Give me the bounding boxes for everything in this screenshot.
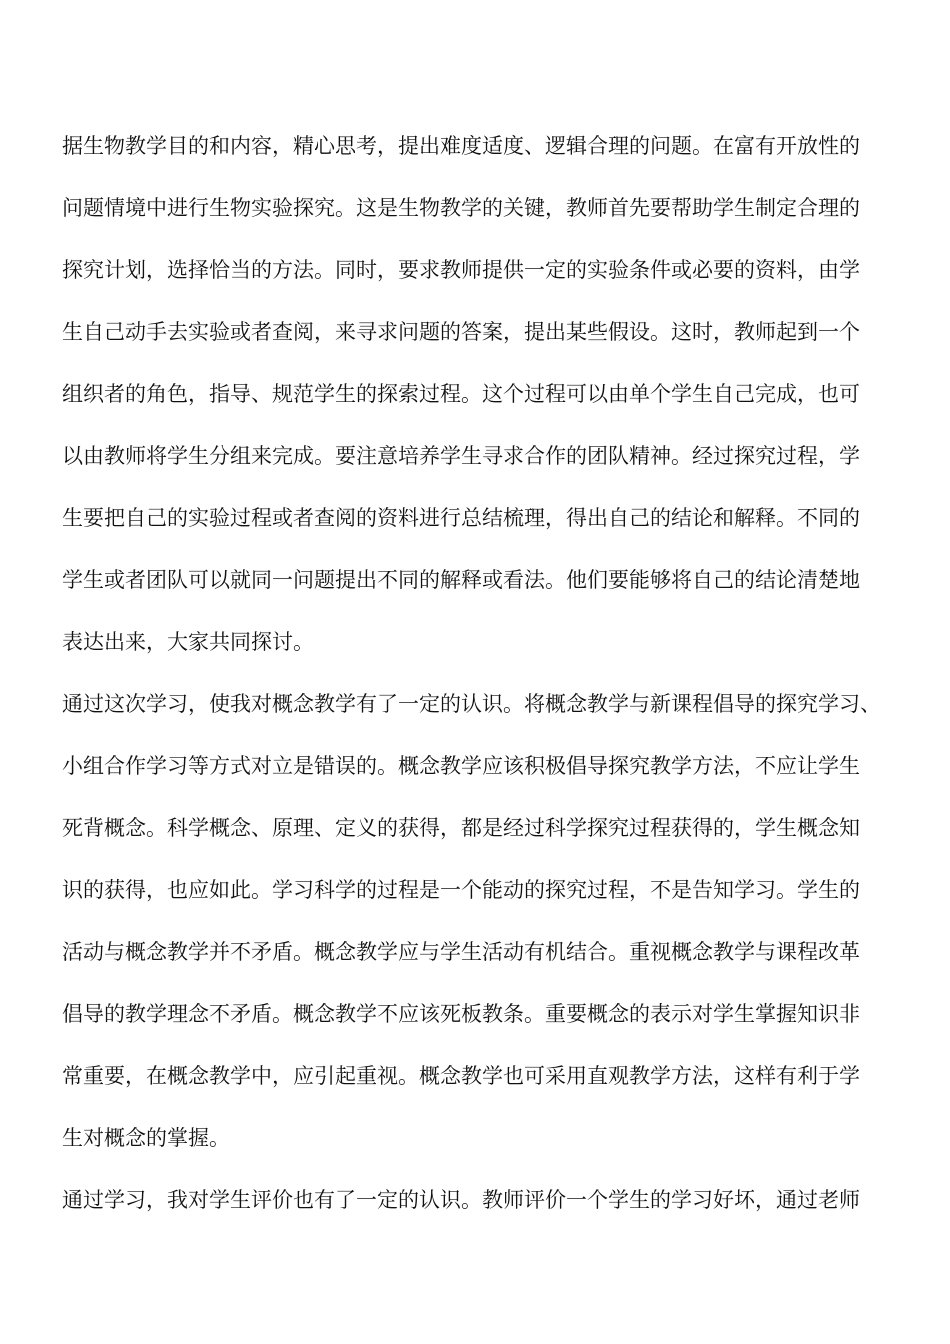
text-line: 倡导的教学理念不矛盾。概念教学不应该死板教条。重要概念的表示对学生掌握知识非	[62, 1002, 860, 1026]
paragraph-1	[62, 122, 912, 680]
text-line: 识的获得，也应如此。学习科学的过程是一个能动的探究过程，不是告知学习。学生的	[62, 878, 860, 902]
text-line: 活动与概念教学并不矛盾。概念教学应与学生活动有机结合。重视概念教学与课程改革	[62, 940, 860, 964]
document-text-body	[62, 122, 912, 1238]
text-line: 生对概念的掌握。	[62, 1126, 230, 1150]
text-line: 探究计划，选择恰当的方法。同时，要求教师提供一定的实验条件或必要的资料，由学	[62, 258, 860, 282]
paragraph-3	[62, 1176, 912, 1238]
text-line: 死背概念。科学概念、原理、定义的获得，都是经过科学探究过程获得的，学生概念知	[62, 816, 860, 840]
text-line: 据生物教学目的和内容，精心思考，提出难度适度、逻辑合理的问题。在富有开放性的	[62, 134, 860, 158]
text-line: 问题情境中进行生物实验探究。这是生物教学的关键，教师首先要帮助学生制定合理的	[62, 196, 860, 220]
text-line: 生自己动手去实验或者查阅，来寻求问题的答案，提出某些假设。这时，教师起到一个	[62, 320, 860, 344]
paragraph-2	[62, 680, 912, 1176]
text-line: 小组合作学习等方式对立是错误的。概念教学应该积极倡导探究教学方法，不应让学生	[62, 754, 860, 778]
text-line: 学生或者团队可以就同一问题提出不同的解释或看法。他们要能够将自己的结论清楚地	[62, 568, 860, 592]
text-line: 常重要，在概念教学中，应引起重视。概念教学也可采用直观教学方法，这样有利于学	[62, 1064, 860, 1088]
text-line: 通过这次学习，使我对概念教学有了一定的认识。将概念教学与新课程倡导的探究学习、	[62, 692, 881, 716]
text-line: 表达出来，大家共同探讨。	[62, 630, 314, 654]
text-line: 通过学习，我对学生评价也有了一定的认识。教师评价一个学生的学习好坏，通过老师	[62, 1188, 860, 1212]
text-line: 组织者的角色，指导、规范学生的探索过程。这个过程可以由单个学生自己完成，也可	[62, 382, 860, 406]
text-line: 以由教师将学生分组来完成。要注意培养学生寻求合作的团队精神。经过探究过程，学	[62, 444, 860, 468]
text-line: 生要把自己的实验过程或者查阅的资料进行总结梳理，得出自己的结论和解释。不同的	[62, 506, 860, 530]
